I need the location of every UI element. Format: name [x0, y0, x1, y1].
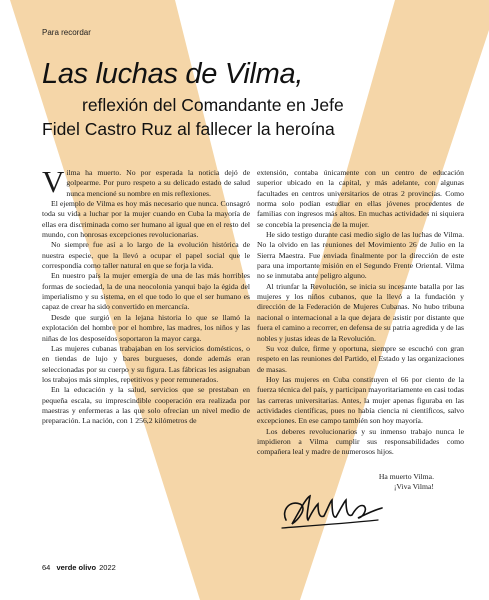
paragraph: En nuestro país la mujer emergía de una de las más horribles formas de sociedad, la de una neocolonia yanqui bajo la égida del imperialismo y su sistema, en el que todo lo que el ser humano es capaz de crear ha sido convertido en mercancía.	[42, 271, 250, 312]
paragraph: Desde que surgió en la lejana historia lo que se llamó la explotación del hombre por el hombre, las madres, los niños y las niñas de los desposeídos soportaron la mayor carga.	[42, 312, 250, 343]
issue-year: 2022	[99, 563, 116, 572]
paragraph: Vilma ha muerto. No por esperada la noticia dejó de golpearme. Por puro respeto a su delicado estado de salud nunca mencioné su nombre en mis reflexiones.	[42, 164, 250, 199]
paragraph: Hoy las mujeres en Cuba constituyen el 66 por ciento de la fuerza técnica del país, y participan mayoritariamente en casi todas las carreras universitarias. Antes, la mujer apenas figuraba en las actividades científicas, pues no había ciencia ni científicos, salvo excepciones. En ese campo también son hoy mayoría.	[257, 374, 464, 426]
paragraph: En la educación y la salud, servicios que se prestaban en pequeña escala, su imprescindible cooperación era realizada por maestras y enfermeras a las que solo ofrecían un nivel medio de preparación. La nación, con 1 256,2 kilómetros de	[42, 385, 250, 426]
paragraph: Los deberes revolucionarios y su inmenso trabajo nunca le impidieron a Vilma cumplir sus responsabilidades como compañera leal y madre de numerosos hijos.	[257, 426, 464, 457]
closing-line: ¡Viva Vilma!	[393, 481, 434, 491]
magazine-name: verde olivo	[56, 563, 97, 572]
article-subtitle-line2: Fidel Castro Ruz al fallecer la heroína	[42, 119, 335, 139]
page-footer	[42, 563, 116, 572]
signature	[278, 490, 388, 535]
paragraph: No siempre fue así a lo largo de la evolución histórica de nuestra especie, que la llevó a ocupar el papel social que le correspondía como taller natural en que se forja la vida.	[42, 240, 250, 271]
paragraph: Su voz dulce, firme y oportuna, siempre se escuchó con gran respeto en las reuniones del Partido, el Estado y las organizaciones de masas.	[257, 343, 464, 374]
paragraph: Al triunfar la Revolución, se inicia su incesante batalla por las mujeres y los niños cubanos, que la llevó a la fundación y dirección de la Federación de Mujeres Cubanas. No hubo tribuna nacional o internacional a la que dejara de asistir por distante que fuera el camino a recorrer, en defensa de su patria agredida y de las nobles y justas ideas de la Revolución.	[257, 281, 464, 343]
drop-cap: V	[42, 164, 65, 199]
paragraph: El ejemplo de Vilma es hoy más necesario que nunca. Consagró toda su vida a luchar por la mujer cuando en Cuba la mayoría de ellas era discriminada como ser humano al igual que en el resto del mundo, con honrosas excepciones revolucionarias.	[42, 199, 250, 240]
paragraph: Las mujeres cubanas trabajaban en los servicios domésticos, o en tiendas de lujo y bares burgueses, donde además eran seleccionadas por su cuerpo y su figura. Las fábricas les asignaban los trabajos más simples, repetitivos y peor remunerados.	[42, 343, 250, 384]
article-subtitle-line1: reflexión del Comandante en Jefe	[82, 95, 344, 115]
right-column	[257, 168, 464, 492]
section-label: Para recordar	[42, 28, 91, 37]
article-title: Las luchas de Vilma,	[42, 58, 304, 90]
page-number: 64	[42, 563, 51, 572]
paragraph: extensión, contaba únicamente con un centro de educación superior ubicado en la capital, y más adelante, con algunas facultades en centros universitarios de otras 2 provincias. Como norma solo podían estudiar en ellas jóvenes procedentes de familias con ingresos más altos. En muchas actividades ni siquiera se concebía la presencia de la mujer.	[257, 168, 464, 229]
left-column	[42, 164, 250, 427]
paragraph: He sido testigo durante casi medio siglo de las luchas de Vilma. No la olvido en las reuniones del Movimiento 26 de Julio en la Sierra Maestra. Fue enviada finalmente por la dirección de este para una importante misión en el Segundo Frente Oriental. Vilma no se inmutaba ante peligro alguno.	[257, 230, 464, 281]
closing-line: Ha muerto Vilma.	[378, 471, 434, 481]
